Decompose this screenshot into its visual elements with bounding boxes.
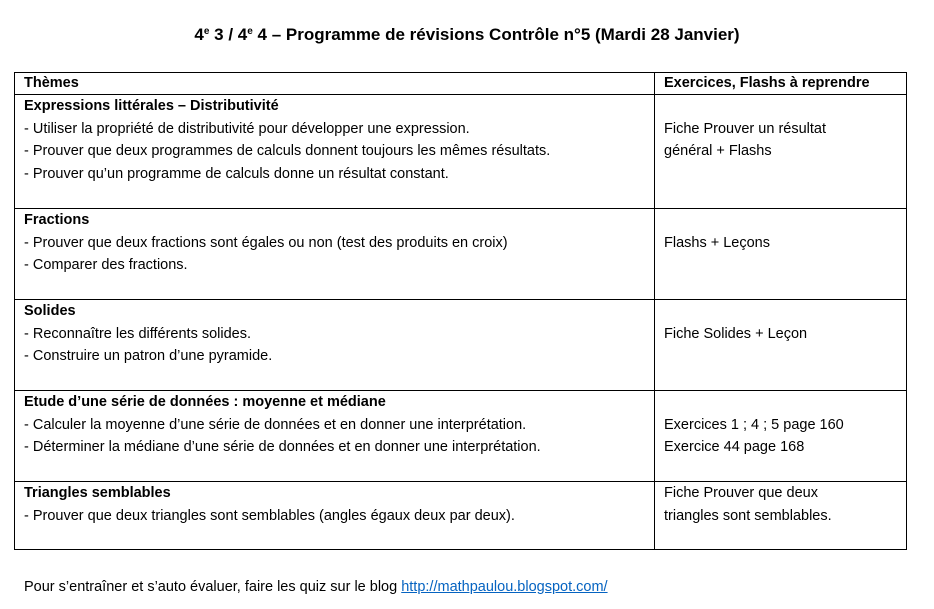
exercises-cell [655,300,907,391]
title-class-a: 4 [194,25,204,44]
theme-title: Expressions littérales – Distributivité [24,98,279,114]
theme-title: Triangles semblables [24,485,171,501]
exercise-line: Exercice 44 page 168 [664,439,805,455]
column-header-themes: Thèmes [15,73,655,95]
theme-item: - Déterminer la médiane d’une série de données et en donner une interprétation. [24,439,541,455]
footer-text: Pour s’entraîner et s’auto évaluer, faire les quiz sur le blog [24,579,402,595]
table-row [15,391,907,482]
theme-item: - Utiliser la propriété de distributivité pour développer une expression. [24,120,470,137]
column-header-exercises: Exercices, Flashs à reprendre [655,73,907,95]
exercises-cell [655,209,907,300]
theme-title: Fractions [24,212,90,228]
exercise-line: Fiche Solides + Leçon [664,325,808,342]
title-class-a-group: 3 / [209,25,238,44]
exercise-line: Fiche Prouver que deux [664,485,818,501]
theme-cell [15,300,655,391]
theme-cell [15,391,655,482]
title-sup-b: e [247,26,253,37]
theme-item: - Prouver qu’un programme de calculs donne un résultat constant. [24,165,449,182]
theme-title: Etude d’une série de données : moyenne et médiane [24,394,386,410]
exercise-line: Flashs + Leçons [664,234,770,251]
footer-note [24,576,608,598]
theme-item: - Prouver que deux fractions sont égales ou non (test des produits en croix) [24,234,508,251]
table-row [15,209,907,300]
theme-item: - Comparer des fractions. [24,257,188,273]
table-row [15,482,907,550]
exercises-cell [655,482,907,550]
title-class-b: 4 [237,25,248,44]
theme-cell [15,482,655,550]
theme-item: - Calculer la moyenne d’une série de données et en donner une interprétation. [24,416,527,433]
exercise-line: général + Flashs [664,143,772,159]
exercise-line: Exercices 1 ; 4 ; 5 page 160 [664,416,844,433]
theme-item: - Construire un patron d’une pyramide. [24,348,273,364]
table-header-row [15,73,907,95]
theme-cell [15,95,655,209]
theme-item: - Prouver que deux triangles sont semblables (angles égaux deux par deux). [24,507,515,524]
revision-table [14,72,907,550]
blog-link[interactable]: http://mathpaulou.blogspot.com/ [401,579,608,595]
exercise-line: Fiche Prouver un résultat [664,120,826,137]
exercise-line: triangles sont semblables. [664,507,832,524]
theme-item: - Reconnaître les différents solides. [24,325,252,342]
page-title [0,24,934,46]
exercises-cell [655,391,907,482]
table-row [15,300,907,391]
theme-item: - Prouver que deux programmes de calculs donnent toujours les mêmes résultats. [24,143,551,159]
theme-cell [15,209,655,300]
theme-title: Solides [24,303,76,319]
title-rest: 4 – Programme de révisions Contrôle n°5 (Mardi 28 Janvier) [252,25,740,44]
title-sup-a: e [203,26,210,37]
exercises-cell [655,95,907,209]
table-row [15,95,907,209]
